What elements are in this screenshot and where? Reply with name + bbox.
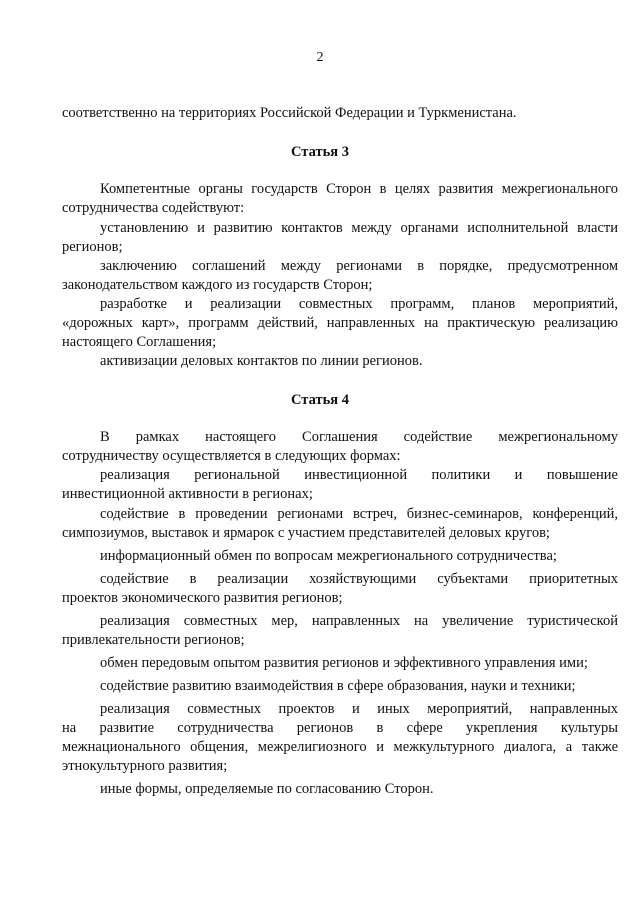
article-4-line: реализация совместных мер, направленных на увеличение туристической <box>100 613 618 629</box>
article-4-line: содействие в реализации хозяйствующими субъектами приоритетных <box>100 571 618 587</box>
article-4-line: привлекательности регионов; <box>62 632 245 648</box>
article-4-line: обмен передовым опытом развития регионов и эффективного управления ими; <box>100 655 588 671</box>
article-4-line: содействие в проведении регионами встреч, бизнес-семинаров, конференций, <box>100 506 618 522</box>
article-3-heading: Статья 3 <box>291 144 349 160</box>
article-4-line: иные формы, определяемые по согласованию Сторон. <box>100 781 434 797</box>
article-4-line: симпозиумов, выставок и ярмарок с участием представителей деловых кругов; <box>62 525 550 541</box>
article-3-line: разработке и реализации совместных программ, планов мероприятий, <box>100 296 618 312</box>
page-number: 2 <box>316 50 324 65</box>
article-4-line: реализация совместных проектов и иных мероприятий, направленных <box>100 701 618 717</box>
article-3-line: сотрудничества содействуют: <box>62 200 245 216</box>
intro-line: соответственно на территориях Российской Федерации и Туркменистана. <box>62 105 517 121</box>
article-4-line: этнокультурного развития; <box>62 758 228 774</box>
article-3-line: Компетентные органы государств Сторон в целях развития межрегионального <box>100 181 618 197</box>
article-4-line: межнационального общения, межрелигиозного и межкультурного диалога, а также <box>62 739 618 755</box>
article-3-line: «дорожных карт», программ действий, направленных на практическую реализацию <box>62 315 618 331</box>
article-3-line: законодательством каждого из государств Сторон; <box>62 277 373 293</box>
article-3-line: заключению соглашений между регионами в порядке, предусмотренном <box>100 258 618 274</box>
article-3-line: регионов; <box>62 239 123 255</box>
article-4-line: сотрудничеству осуществляется в следующих формах: <box>62 448 401 464</box>
article-4-line: содействие развитию взаимодействия в сфере образования, науки и техники; <box>100 678 576 694</box>
article-4-line: В рамках настоящего Соглашения содействие межрегиональному <box>100 429 618 445</box>
article-4-line: реализация региональной инвестиционной политики и повышение <box>100 467 618 483</box>
article-3-line: установлению и развитию контактов между органами исполнительной власти <box>100 220 618 236</box>
article-4-heading: Статья 4 <box>291 392 349 408</box>
article-4-line: на развитие сотрудничества регионов в сфере укрепления культуры <box>62 720 618 736</box>
article-4-line: информационный обмен по вопросам межрегионального сотрудничества; <box>100 548 557 564</box>
article-4-line: инвестиционной активности в регионах; <box>62 486 313 502</box>
article-3-line: активизации деловых контактов по линии регионов. <box>100 353 423 369</box>
article-3-line: настоящего Соглашения; <box>62 334 217 350</box>
article-4-line: проектов экономического развития регионов; <box>62 590 343 606</box>
